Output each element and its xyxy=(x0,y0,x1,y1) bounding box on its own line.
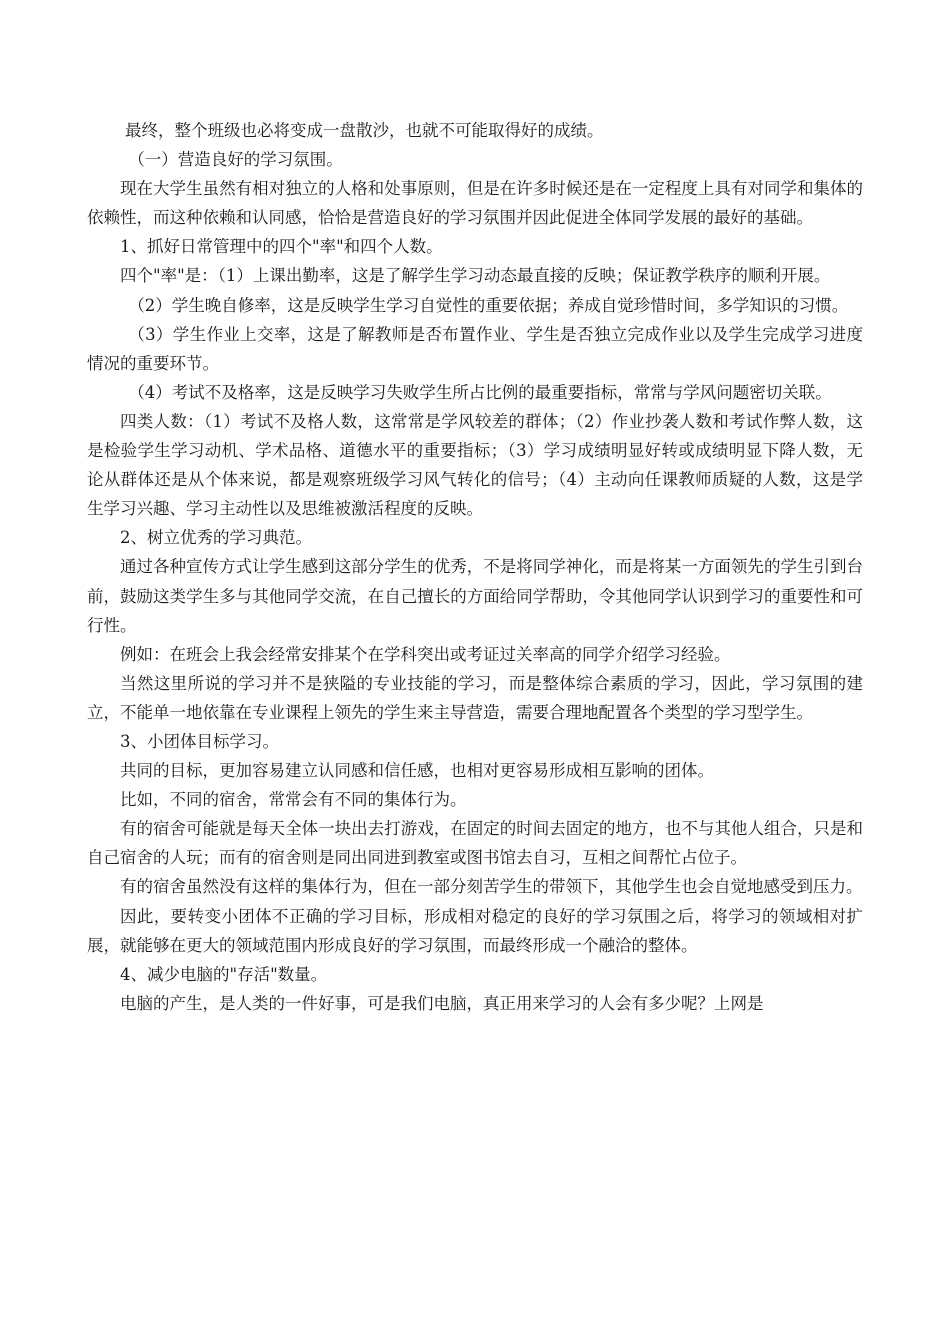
paragraph: 有的宿舍虽然没有这样的集体行为，但在一部分刻苦学生的带领下，其他学生也会自觉地感受到压力。 xyxy=(120,877,863,897)
paragraph: （4）考试不及格率，这是反映学习失败学生所占比例的最重要指标，常常与学风问题密切关联。 xyxy=(128,382,832,402)
subsection-heading: 1、抓好日常管理中的四个"率"和四个人数。 xyxy=(120,237,443,257)
paragraph: 最终，整个班级也必将变成一盘散沙，也就不可能取得好的成绩。 xyxy=(124,121,604,140)
paragraph: 共同的目标，更加容易建立认同感和信任感，也相对更容易形成相互影响的团体。 xyxy=(120,761,714,781)
section-heading: （一）营造良好的学习氛围。 xyxy=(128,150,343,170)
paragraph: 四类人数：（1）考试不及格人数，这常常是学风较差的群体；（2）作业抄袭人数和考试作弊人数，这是检验学生学习动机、学术品格、道德水平的重要指标；（3）学习成绩明显好转或成绩明显下降人数，无论从群体还是从个体来说，都是观察班级学习风气转化的信号；（4）主动向任课教师质疑的人数，这是学生学习兴趣、学习主动性以及思维被激活程度的反映。 xyxy=(87,411,863,519)
paragraph: 当然这里所说的学习并不是狭隘的专业技能的学习，而是整体综合素质的学习，因此，学习氛围的建立，不能单一地依靠在专业课程上领先的学生来主导营造，需要合理地配置各个类型的学习型学生。 xyxy=(87,673,863,722)
subsection-heading: 3、小团体目标学习。 xyxy=(120,731,279,751)
subsection-heading: 2、树立优秀的学习典范。 xyxy=(120,528,312,548)
paragraph: 四个"率"是：（1）上课出勤率，这是了解学生学习动态最直接的反映；保证教学秩序的顺利开展。 xyxy=(120,266,831,286)
paragraph: 现在大学生虽然有相对独立的人格和处事原则，但是在许多时候还是在一定程度上具有对同学和集体的依赖性，而这种依赖和认同感，恰恰是营造良好的学习氛围并因此促进全体同学发展的最好的基础。 xyxy=(87,179,863,228)
paragraph: 例如：在班会上我会经常安排某个在学科突出或考证过关率高的同学介绍学习经验。 xyxy=(120,644,731,664)
subsection-heading: 4、减少电脑的"存活"数量。 xyxy=(120,964,328,984)
paragraph: 有的宿舍可能就是每天全体一块出去打游戏，在固定的时间去固定的地方，也不与其他人组合，只是和自己宿舍的人玩；而有的宿舍则是同出同进到教室或图书馆去自习，互相之间帮忙占位子。 xyxy=(87,819,863,868)
paragraph: （2）学生晚自修率，这是反映学生学习自觉性的重要依据；养成自觉珍惜时间，多学知识的习惯。 xyxy=(128,295,849,315)
document-body xyxy=(87,116,863,1018)
paragraph: 因此，要转变小团体不正确的学习目标，形成相对稳定的良好的学习氛围之后，将学习的领域相对扩展，就能够在更大的领域范围内形成良好的学习氛围，而最终形成一个融洽的整体。 xyxy=(87,906,863,955)
paragraph: 通过各种宣传方式让学生感到这部分学生的优秀，不是将同学神化，而是将某一方面领先的学生引到台前，鼓励这类学生多与其他同学交流，在自己擅长的方面给同学帮助，令其他同学认识到学习的重要性和可行性。 xyxy=(87,557,863,635)
paragraph: 电脑的产生，是人类的一件好事，可是我们电脑，真正用来学习的人会有多少呢？上网是 xyxy=(120,993,764,1013)
paragraph: 比如，不同的宿舍，常常会有不同的集体行为。 xyxy=(120,790,467,810)
paragraph: （3）学生作业上交率，这是了解教师是否布置作业、学生是否独立完成作业以及学生完成学习进度情况的重要环节。 xyxy=(87,324,863,373)
